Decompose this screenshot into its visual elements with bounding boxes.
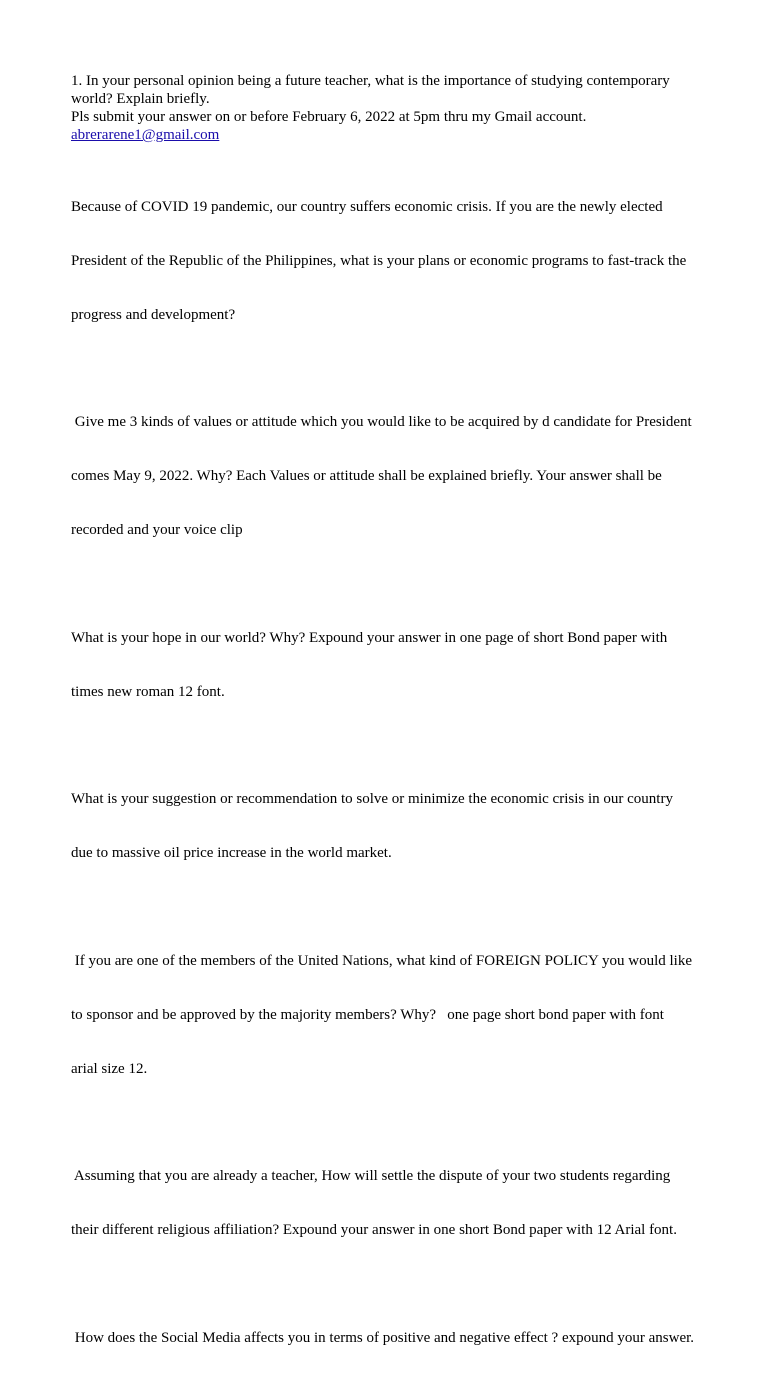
paragraph-line: arial size 12. (71, 1060, 148, 1077)
question-paragraph-social-media (71, 1293, 701, 1383)
paragraph-line: to sponsor and be approved by the majority members? Why? one page short bond paper with font (71, 1006, 664, 1023)
paragraph-line: How does the Social Media affects you in terms of positive and negative effect ? expound your answer. (71, 1329, 695, 1346)
question-1-line-1: 1. In your personal opinion being a future teacher, what is the importance of studying contemporary (71, 73, 670, 89)
email-link[interactable]: abrerarene1@gmail.com (71, 127, 220, 143)
paragraph-line: If you are one of the members of the United Nations, what kind of FOREIGN POLICY you would like (71, 952, 692, 969)
paragraph-line: their different religious affiliation? Expound your answer in one short Bond paper with 12 Arial font. (71, 1222, 677, 1238)
paragraph-line: times new roman 12 font. (71, 683, 225, 700)
paragraph-line: What is your hope in our world? Why? Expound your answer in one page of short Bond paper with (71, 629, 668, 646)
paragraph-line: President of the Republic of the Philippines, what is your plans or economic programs to fast-track the (71, 252, 687, 269)
question-paragraph-oil-price (71, 754, 701, 898)
question-paragraph-covid (71, 162, 701, 360)
paragraph-line: comes May 9, 2022. Why? Each Values or attitude shall be explained briefly. Your answer shall be (71, 468, 662, 484)
question-paragraph-values (71, 377, 701, 575)
question-paragraph-religious-dispute (71, 1131, 701, 1275)
paragraph-line: recorded and your voice clip (71, 522, 243, 538)
paragraph-line: due to massive oil price increase in the world market. (71, 845, 392, 861)
paragraph-line: Because of COVID 19 pandemic, our country suffers economic crisis. If you are the newly elected (71, 198, 663, 215)
paragraph-line: Assuming that you are already a teacher, How will settle the dispute of your two students regarding (71, 1168, 671, 1184)
paragraph-line: What is your suggestion or recommendation to solve or minimize the economic crisis in our country (71, 791, 673, 807)
document-page (71, 72, 701, 1400)
paragraph-line: Give me 3 kinds of values or attitude which you would like to be acquired by d candidate for President (71, 414, 692, 430)
question-1-block (71, 72, 701, 144)
submission-instructions: Pls submit your answer on or before February 6, 2022 at 5pm thru my Gmail account. (71, 109, 587, 125)
question-paragraph-hope (71, 593, 701, 737)
question-1-line-2: world? Explain briefly. (71, 91, 210, 107)
question-paragraph-foreign-policy (71, 916, 701, 1114)
paragraph-line: progress and development? (71, 306, 236, 323)
